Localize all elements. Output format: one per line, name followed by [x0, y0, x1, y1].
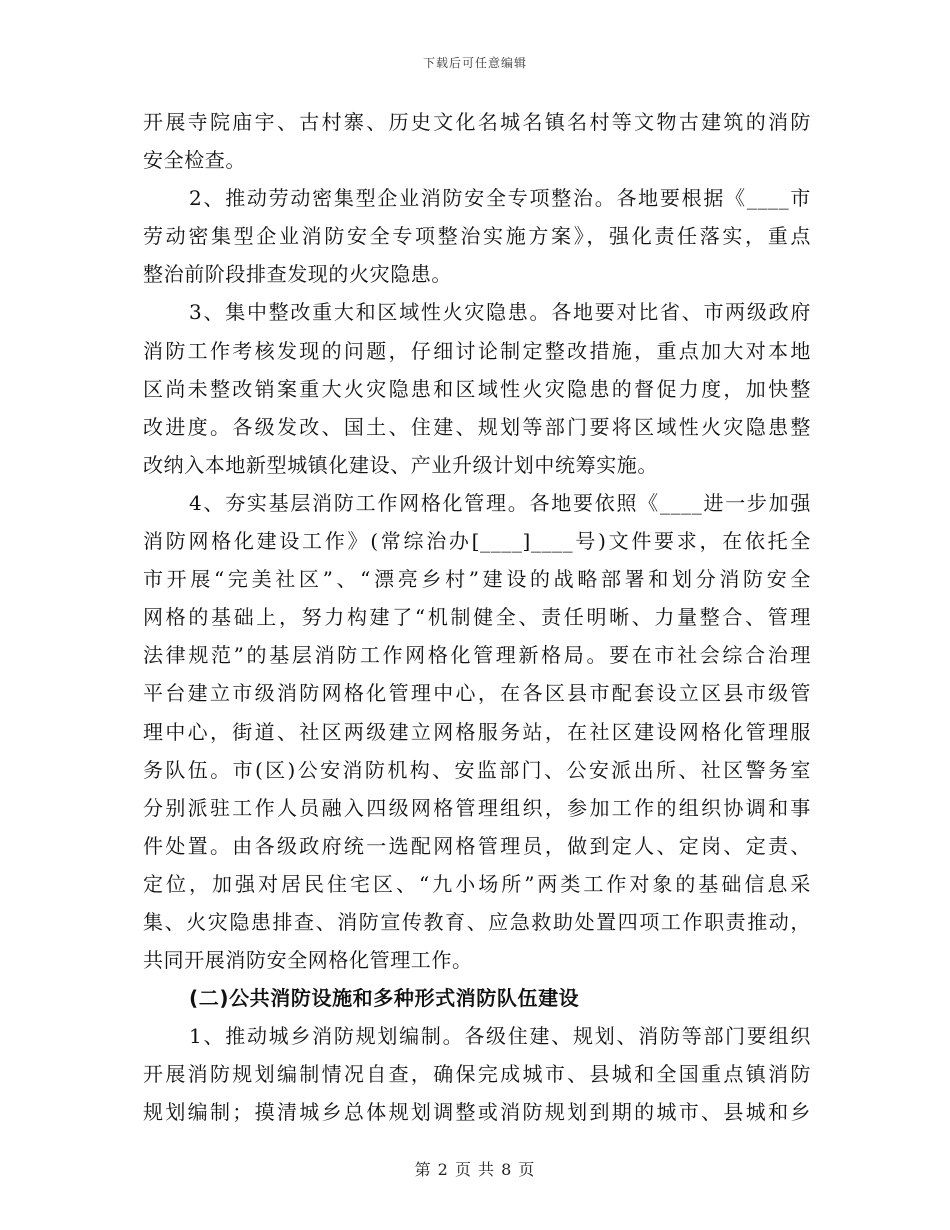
text-line: 分别派驻工作人员融入四级网格管理组织，参加工作的组织协调和事: [143, 795, 811, 820]
page-number: 第 2 页 共 8 页: [414, 1160, 536, 1179]
text-line: 改纳入本地新型城镇化建设、产业升级计划中统筹实施。: [143, 452, 658, 477]
section-heading: (二)公共消防设施和多种形式消防队伍建设: [189, 986, 580, 1011]
body-text: [143, 103, 811, 1132]
text-line: 务队伍。市(区)公安消防机构、安监部门、公安派出所、社区警务室: [143, 757, 811, 782]
text-line: 市开展“完美社区”、“漂亮乡村”建设的战略部署和划分消防安全: [143, 567, 811, 592]
text-line: 件处置。由各级政府统一选配网格管理员，做到定人、定岗、定责、: [143, 833, 811, 858]
text-line: 消防工作考核发现的问题，仔细讨论制定整改措施，重点加大对本地: [143, 338, 811, 363]
paragraph-3-start: 3、集中整改重大和区域性火灾隐患。各地要对比省、市两级政府: [189, 300, 811, 325]
text-line: 集、火灾隐患排查、消防宣传教育、应急救助处置四项工作职责推动，: [143, 909, 811, 934]
paragraph-1-start: 1、推动城乡消防规划编制。各级住建、规划、消防等部门要组织: [189, 1024, 811, 1049]
text-line: 改进度。各级发改、国土、住建、规划等部门要将区域性火灾隐患整: [143, 414, 811, 439]
text-line: 规划编制；摸清城乡总体规划调整或消防规划到期的城市、县城和乡: [143, 1100, 811, 1125]
text-line: 整治前阶段排查发现的火灾隐患。: [143, 262, 452, 287]
text-line: 网格的基础上，努力构建了“机制健全、责任明晰、力量整合、管理: [143, 605, 811, 630]
text-line: 开展寺院庙宇、古村寨、历史文化名城名镇名村等文物古建筑的消防: [143, 110, 811, 134]
text-line: 平台建立市级消防网格化管理中心，在各区县市配套设立区县市级管: [143, 681, 811, 706]
text-line: 法律规范”的基层消防工作网格化管理新格局。要在市社会综合治理: [143, 643, 811, 668]
text-line: 劳动密集型企业消防安全专项整治实施方案》，强化责任落实，重点: [143, 224, 811, 249]
text-line: 定位，加强对居民住宅区、“九小场所”两类工作对象的基础信息采: [143, 871, 811, 896]
text-line: 共同开展消防安全网格化管理工作。: [143, 948, 473, 973]
text-line: 安全检查。: [143, 148, 246, 173]
text-line: 消防网格化建设工作》(常综治办[____]____号)文件要求，在依托全: [143, 529, 811, 554]
text-line: 开展消防规划编制情况自查，确保完成城市、县城和全国重点镇消防: [143, 1062, 811, 1087]
paragraph-4-start: 4、夯实基层消防工作网格化管理。各地要依照《____进一步加强: [189, 490, 811, 515]
text-line: 理中心，街道、社区两级建立网格服务站，在社区建设网格化管理服: [143, 719, 811, 744]
header-note: 下载后可任意编辑: [422, 56, 527, 70]
paragraph-2-start: 2、推动劳动密集型企业消防安全专项整治。各地要根据《____市: [189, 186, 811, 211]
text-line: 区尚未整改销案重大火灾隐患和区域性火灾隐患的督促力度，加快整: [143, 376, 811, 401]
